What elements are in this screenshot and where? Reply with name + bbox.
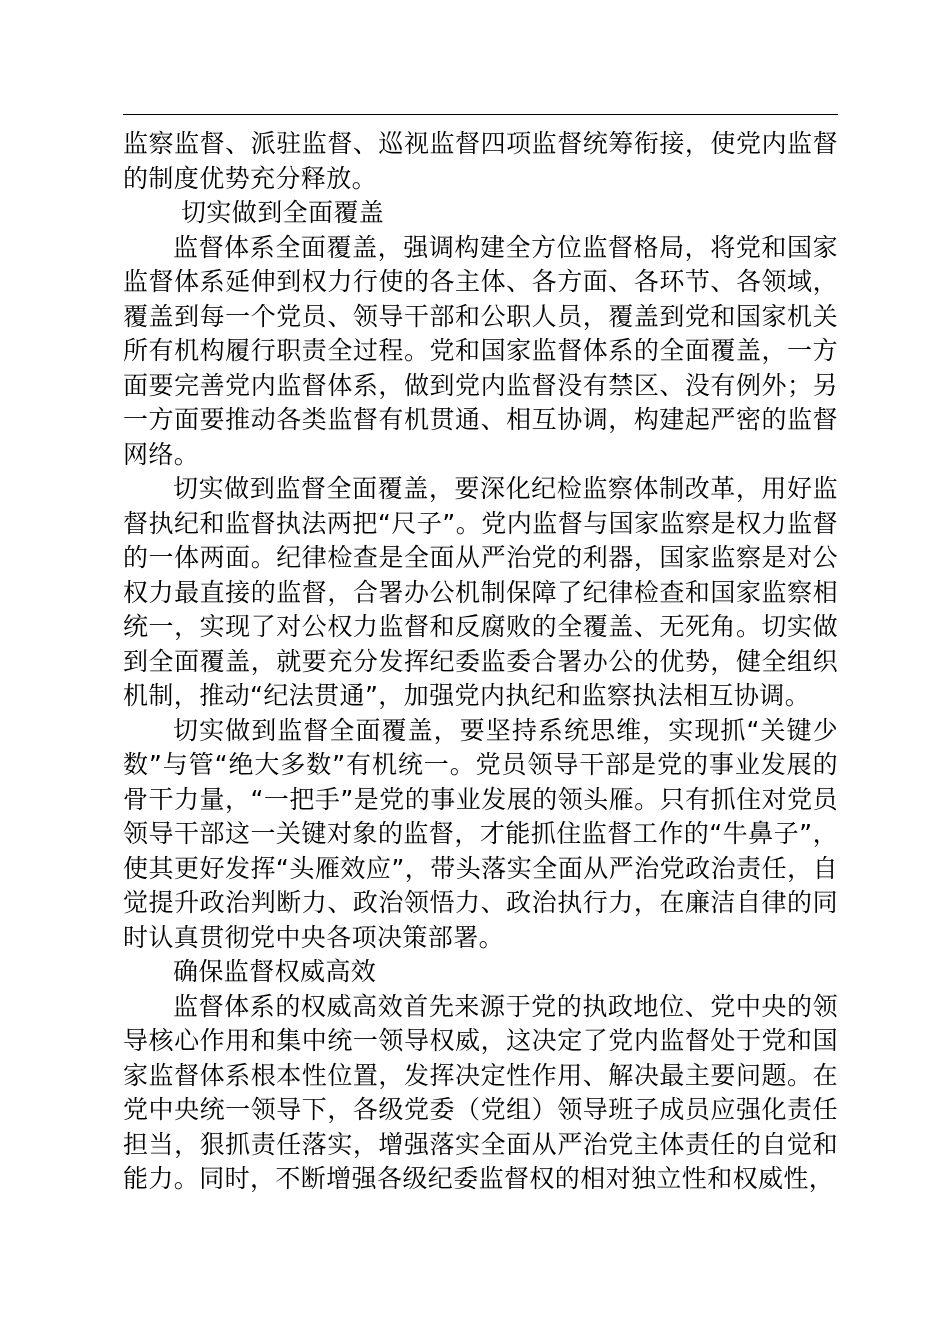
paragraph: 切实做到监督全面覆盖，要坚持系统思维，实现抓“关键少数”与管“绝大多数”有机统一。党员领导干部是党的事业发展的骨干力量，“一把手”是党的事业发展的领头雁。只有抓住对党员领导干部这一关键对象的监督，才能抓住监督工作的“牛鼻子”，使其更好发挥“头雁效应”，带头落实全面从严治党政治责任，自觉提升政治判断力、政治领悟力、政治执行力，在廉洁自律的同时认真贯彻党中央各项决策部署。 [123,715,838,952]
continuation-paragraph: 监察监督、派驻监督、巡视监督四项监督统筹衔接，使党内监督的制度优势充分释放。 [123,129,838,193]
section-heading-authority-efficiency: 确保监督权威高效 [173,957,377,986]
document-body [123,127,838,1197]
paragraph: 切实做到监督全面覆盖，要深化纪检监察体制改革，用好监督执纪和监督执法两把“尺子”。党内监督与国家监察是权力监督的一体两面。纪律检查是全面从严治党的利器，国家监察是对公权力最直接的监督，合署办公机制保障了纪律检查和国家监察相统一，实现了对公权力监督和反腐败的全覆盖、无死角。切实做到全面覆盖，就要充分发挥纪委监委合署办公的优势，健全组织机制，推动“纪法贯通”，加强党内执纪和监察执法相互协调。 [123,474,838,710]
header-rule [123,114,838,115]
paragraph: 监督体系的权威高效首先来源于党的执政地位、党中央的领导核心作用和集中统一领导权威，这决定了党内监督处于党和国家监督体系根本性位置，发挥决定性作用、解决最主要问题。在党中央统一领导下，各级党委（党组）领导班子成员应强化责任担当，狠抓责任落实，增强落实全面从严治党主体责任的自觉和能力。同时，不断增强各级纪委监督权的相对独立性和权威性， [123,991,838,1193]
paragraph: 监督体系全面覆盖，强调构建全方位监督格局，将党和国家监督体系延伸到权力行使的各主体、各方面、各环节、各领域，覆盖到每一个党员、领导干部和公职人员，覆盖到党和国家机关所有机构履行职责全过程。党和国家监督体系的全面覆盖，一方面要完善党内监督体系，做到党内监督没有禁区、没有例外；另一方面要推动各类监督有机贯通、相互协调，构建起严密的监督网络。 [123,232,838,469]
section-heading-full-coverage: 切实做到全面覆盖 [181,198,385,227]
